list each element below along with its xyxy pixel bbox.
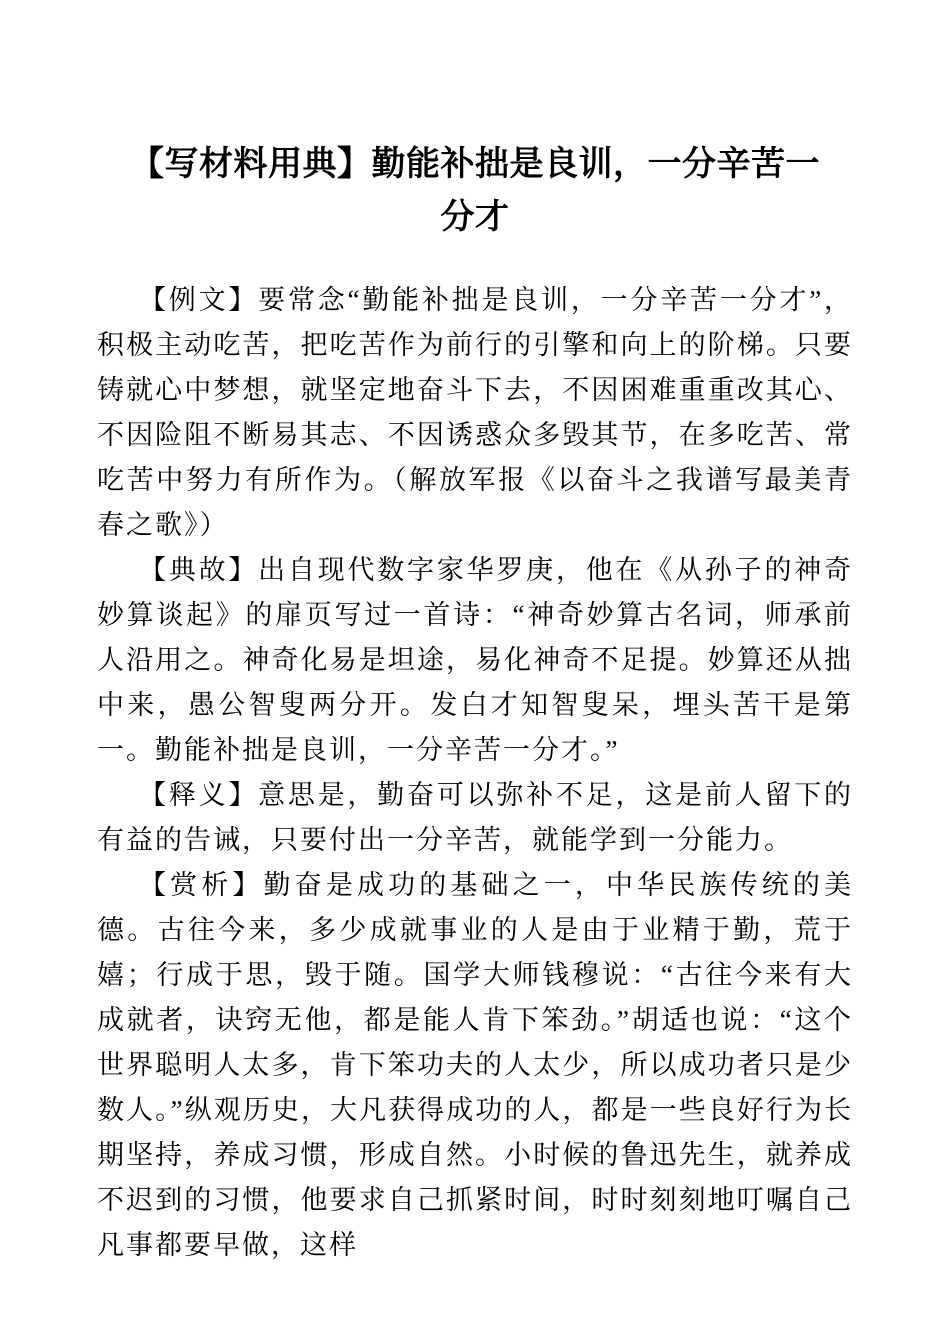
document-title: 【写材料用典】勤能补拙是良训，一分辛苦一分才 (130, 146, 820, 236)
paragraph-text: 勤奋是成功的基础之一，中华民族传统的美德。古往今来，多少成就事业的人是由于业精于勤，荒于嬉；行成于思，毁于随。国学大师钱穆说：“古往今来有大成就者，诀窍无他，都是能人肯下笨劲。”胡适也说：“这个世界聪明人太多，肯下笨功夫的人太少，所以成功者只是少数人。”纵观历史，大凡获得成功的人，都是一些良好行为长期坚持，养成习惯，形成自然。小时候的鲁迅先生，就养成不迟到的习惯，他要求自己抓紧时间，时时刻刻地叮嘱自己凡事都要早做，这样 (97, 870, 854, 1260)
paragraph-appreciation (97, 863, 853, 1268)
paragraph-interpretation (97, 773, 853, 863)
paragraph-label: 【例文】 (139, 285, 259, 315)
paragraph-text: 要常念“勤能补拙是良训，一分辛苦一分才”，积极主动吃苦，把吃苦作为前行的引擎和向上的阶梯。只要铸就心中梦想，就坚定地奋斗下去，不因困难重重改其心、不因险阻不断易其志、不因诱惑众多毁其节，在多吃苦、常吃苦中努力有所作为。（解放军报《以奋斗之我谱写最美青春之歌》） (97, 285, 853, 540)
paragraph-label: 【典故】 (139, 555, 259, 585)
paragraph-allusion (97, 548, 853, 773)
paragraph-text: 出自现代数字家华罗庚，他在《从孙子的神奇妙算谈起》的扉页写过一首诗：“神奇妙算古名词，师承前人沿用之。神奇化易是坦途，易化神奇不足提。妙算还从拙中来，愚公智叟两分开。发白才知智叟呆，埋头苦干是第一。勤能补拙是良训，一分辛苦一分才。” (97, 555, 854, 765)
document-body (97, 278, 853, 1268)
paragraph-example (97, 278, 853, 548)
paragraph-text: 意思是，勤奋可以弥补不足，这是前人留下的有益的告诫，只要付出一分辛苦，就能学到一分能力。 (97, 780, 854, 855)
paragraph-label: 【赏析】 (139, 870, 264, 900)
paragraph-label: 【释义】 (139, 780, 259, 810)
